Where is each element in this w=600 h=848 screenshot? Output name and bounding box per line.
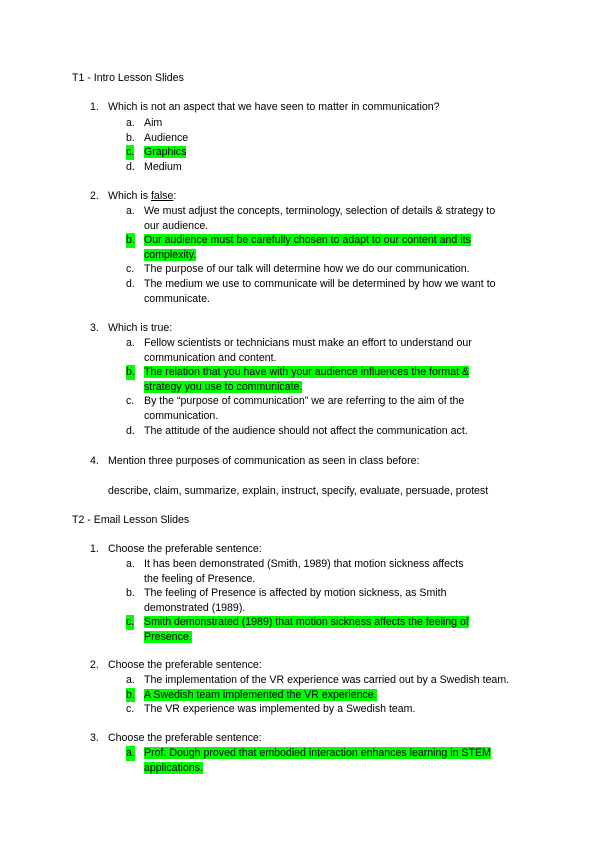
question-text-suffix: :: [173, 190, 177, 202]
option-letter: a.: [126, 337, 135, 349]
option-letter: c.: [126, 146, 135, 159]
question-text: Which is not an aspect that we have seen to matter in communication?: [108, 101, 440, 113]
option-text: The VR experience was implemented by a Swedish team.: [144, 703, 416, 716]
question-text-prefix: Which is: [108, 190, 151, 202]
question-text: Which is true:: [108, 322, 173, 334]
question-number: 4.: [90, 455, 99, 467]
option-a: [126, 336, 496, 365]
option-c: [126, 702, 526, 717]
option-letter: c.: [126, 263, 135, 276]
option-text: By the “purpose of communication” we are referring to the aim of the communication.: [144, 395, 465, 422]
option-letter: b.: [126, 131, 135, 144]
option-letter: b.: [126, 366, 135, 379]
option-text: Aim: [144, 117, 163, 129]
option-text: Fellow scientists or technicians must make an effort to understand our communication and content.: [144, 337, 472, 364]
option-letter: c.: [126, 703, 135, 716]
option-a: [126, 557, 476, 586]
question-text: Choose the preferable sentence:: [108, 732, 262, 744]
option-letter: b.: [126, 587, 135, 600]
option-a: [126, 116, 526, 131]
question-number: 3.: [90, 732, 99, 744]
section-title-t2: T2 - Email Lesson Slides: [72, 514, 190, 526]
option-text: We must adjust the concepts, terminology, selection of details & strategy to our audience.: [144, 205, 496, 232]
option-text-highlighted: The relation that you have with your audience influences the format & strategy you use to communicate.: [144, 366, 470, 393]
question-number: 2.: [90, 659, 99, 671]
option-letter: c.: [126, 395, 135, 408]
option-d: [126, 277, 506, 306]
option-letter: d.: [126, 160, 135, 173]
question-number: 3.: [90, 322, 99, 334]
answer-text: describe, claim, summarize, explain, instruct, specify, evaluate, persuade, protest: [108, 485, 489, 497]
option-letter: d.: [126, 424, 135, 437]
option-text: The implementation of the VR experience was carried out by a Swedish team.: [144, 674, 510, 686]
question-number: 2.: [90, 190, 99, 202]
question-text: Choose the preferable sentence:: [108, 659, 262, 671]
option-text: It has been demonstrated (Smith, 1989) that motion sickness affects the feeling of Presence.: [144, 558, 464, 585]
option-text-highlighted: Graphics: [144, 146, 187, 159]
question-text: Mention three purposes of communication as seen in class before:: [108, 455, 420, 467]
option-letter: b.: [126, 234, 135, 247]
option-b-correct: [126, 688, 526, 703]
option-text: Medium: [144, 160, 182, 173]
question-number: 1.: [90, 543, 99, 555]
option-c-correct: [126, 615, 476, 644]
option-text-highlighted: A Swedish team implemented the VR experience.: [144, 688, 377, 701]
option-b: [126, 586, 476, 615]
question-text-emphasis: false: [150, 190, 174, 202]
option-text: The medium we use to communicate will be determined by how we want to communicate.: [144, 277, 496, 305]
option-text-highlighted: Our audience must be carefully chosen to adapt to our content and its complexity.: [144, 234, 471, 261]
option-b: [126, 131, 526, 146]
option-letter: d.: [126, 277, 135, 290]
option-text: The purpose of our talk will determine how we do our communication.: [144, 263, 470, 276]
question-text: Choose the preferable sentence:: [108, 543, 262, 555]
question-text: [108, 189, 176, 204]
option-text: The attitude of the audience should not affect the communication act.: [144, 424, 468, 437]
option-letter: a.: [126, 558, 135, 570]
section-title-t1: T1 - Intro Lesson Slides: [72, 72, 184, 84]
question-number: 1.: [90, 101, 99, 113]
option-letter: c.: [126, 616, 135, 629]
option-letter: b.: [126, 688, 135, 701]
option-b-correct: [126, 365, 496, 394]
option-text-highlighted: Prof. Dough proved that embodied interaction enhances learning in STEM applications.: [144, 747, 491, 774]
option-letter: a.: [126, 747, 135, 759]
option-text: Audience: [144, 131, 189, 144]
option-text: The feeling of Presence is affected by motion sickness, as Smith demonstrated (1989).: [144, 587, 447, 614]
option-a-correct: [126, 746, 496, 775]
option-a: [126, 673, 526, 688]
option-a: [126, 204, 506, 233]
option-c: [126, 262, 506, 277]
option-c-correct: [126, 145, 526, 160]
option-text-highlighted: Smith demonstrated (1989) that motion sickness affects the feeling of Presence.: [144, 616, 469, 643]
option-d: [126, 424, 496, 439]
option-letter: a.: [126, 674, 135, 686]
option-d: [126, 160, 526, 175]
option-c: [126, 394, 496, 423]
option-b-correct: [126, 233, 506, 262]
option-letter: a.: [126, 205, 135, 217]
option-letter: a.: [126, 117, 135, 129]
